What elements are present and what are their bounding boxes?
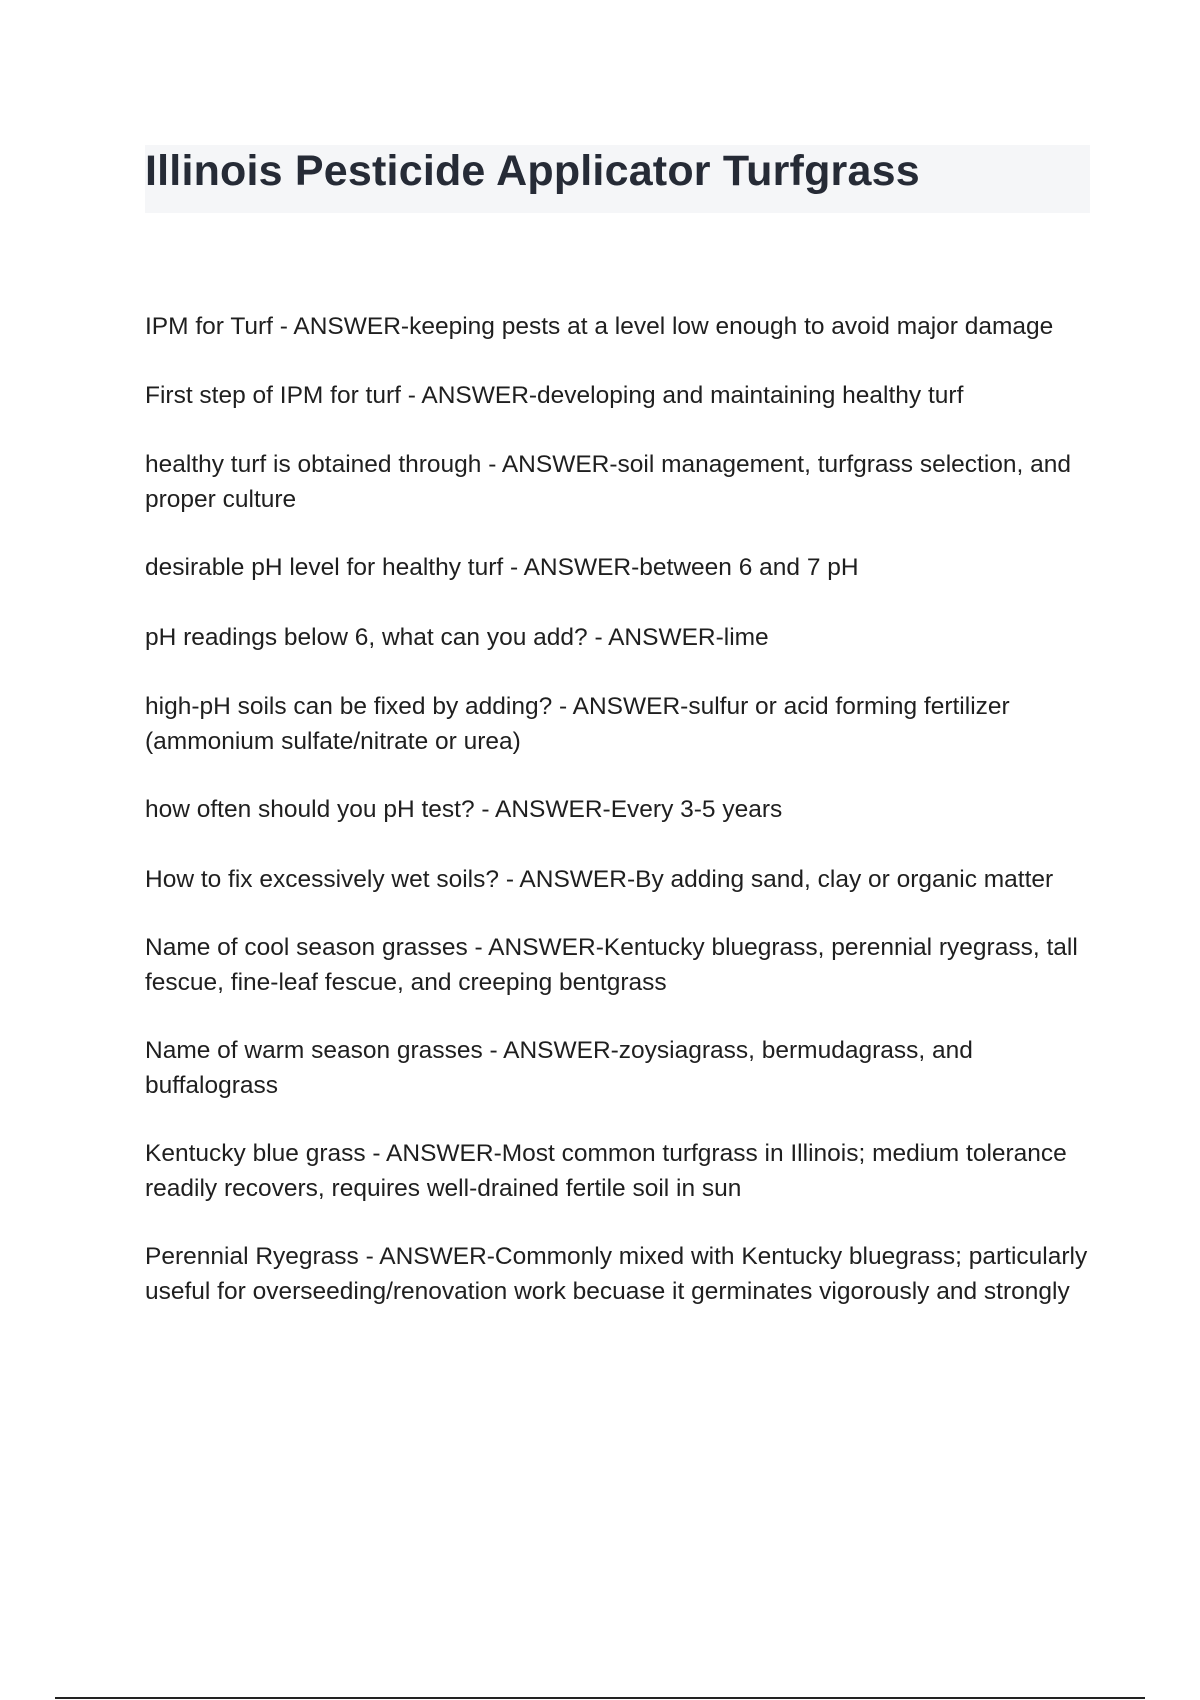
footer-divider (55, 1697, 1145, 1699)
qa-item: IPM for Turf - ANSWER-keeping pests at a level low enough to avoid major damage (145, 313, 1054, 340)
qa-list (145, 310, 1090, 1343)
title-band (145, 145, 1090, 213)
qa-item: How to fix excessively wet soils? - ANSWER-By adding sand, clay or organic matter (145, 865, 1054, 893)
qa-item: pH readings below 6, what can you add? - ANSWER-lime (145, 623, 769, 651)
qa-item: high-pH soils can be fixed by adding? - ANSWER-sulfur or acid forming fertilizer (ammonium sulfate/nitrate or urea) (145, 693, 1010, 755)
qa-item: Name of cool season grasses - ANSWER-Kentucky bluegrass, perennial ryegrass, tall fescue, fine-leaf fescue, and creeping bentgrass (145, 934, 1078, 996)
qa-item: healthy turf is obtained through - ANSWER-soil management, turfgrass selection, and proper culture (145, 451, 1072, 513)
document-title: Illinois Pesticide Applicator Turfgrass (145, 147, 920, 195)
qa-item: Name of warm season grasses - ANSWER-zoysiagrass, bermudagrass, and buffalograss (145, 1037, 973, 1099)
qa-item: First step of IPM for turf - ANSWER-developing and maintaining healthy turf (145, 381, 964, 409)
qa-item: Kentucky blue grass - ANSWER-Most common turfgrass in Illinois; medium tolerance readily recovers, requires well-drained fertile soil in sun (145, 1140, 1067, 1202)
qa-item: desirable pH level for healthy turf - ANSWER-between 6 and 7 pH (145, 554, 859, 581)
qa-item: Perennial Ryegrass - ANSWER-Commonly mixed with Kentucky bluegrass; particularly useful for overseeding/renovation work becuase it germinates vigorously and strongly (145, 1243, 1088, 1305)
qa-item: how often should you pH test? - ANSWER-Every 3-5 years (145, 796, 783, 823)
